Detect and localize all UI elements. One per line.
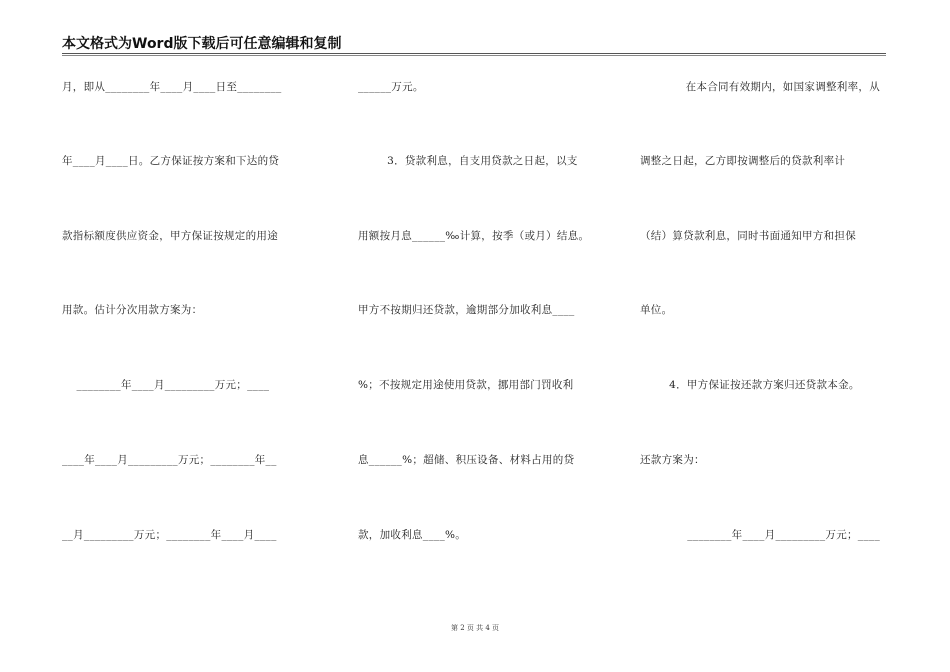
text-line: 款，加收利息____%。 xyxy=(358,529,467,541)
text-line: ______万元。 xyxy=(358,81,424,93)
text-line: 用款。估计分次用款方案为： xyxy=(62,304,203,316)
text-line: ____年____月_________万元；________年__ xyxy=(62,454,277,466)
page-number-footer: 第 2 页 共 4 页 xyxy=(450,624,500,632)
text-line: 息______%；超储、积压设备、材料占用的贷 xyxy=(358,454,575,466)
text-line: 在本合同有效期内，如国家调整利率，从 xyxy=(685,81,880,93)
text-line: 3．贷款利息，自支用贷款之日起，以支 xyxy=(358,155,578,167)
text-line: 年____月____日。乙方保证按方案和下达的贷 xyxy=(62,155,280,167)
header-rule-bottom xyxy=(62,55,886,56)
text-line: 用额按月息______‰计算，按季（或月）结息。 xyxy=(358,230,590,242)
document-header-title: 本文格式为Word版下载后可任意编辑和复制 xyxy=(62,36,342,52)
text-line: %；不按规定用途使用贷款，挪用部门罚收利 xyxy=(358,379,574,391)
text-line: __月_________万元；________年____月____ xyxy=(62,529,277,541)
text-line: ________年____月_________万元；____ xyxy=(62,379,270,391)
text-line: 款指标额度供应资金，甲方保证按规定的用途 xyxy=(62,230,278,242)
text-line: 单位。 xyxy=(640,304,673,316)
text-line: 甲方不按期归还贷款，逾期部分加收利息____ xyxy=(358,304,575,316)
text-line: 调整之日起，乙方即按调整后的贷款利率计 xyxy=(640,155,846,167)
text-line: （结）算贷款利息，同时书面通知甲方和担保 xyxy=(640,230,856,242)
text-line: ________年____月_________万元；____ xyxy=(687,529,880,541)
text-line: 还款方案为： xyxy=(640,454,705,466)
text-line: 4．甲方保证按还款方案归还贷款本金。 xyxy=(640,379,860,391)
header-rule-top xyxy=(62,53,886,54)
text-line: 月，即从________年____月____日至________ xyxy=(62,81,282,93)
